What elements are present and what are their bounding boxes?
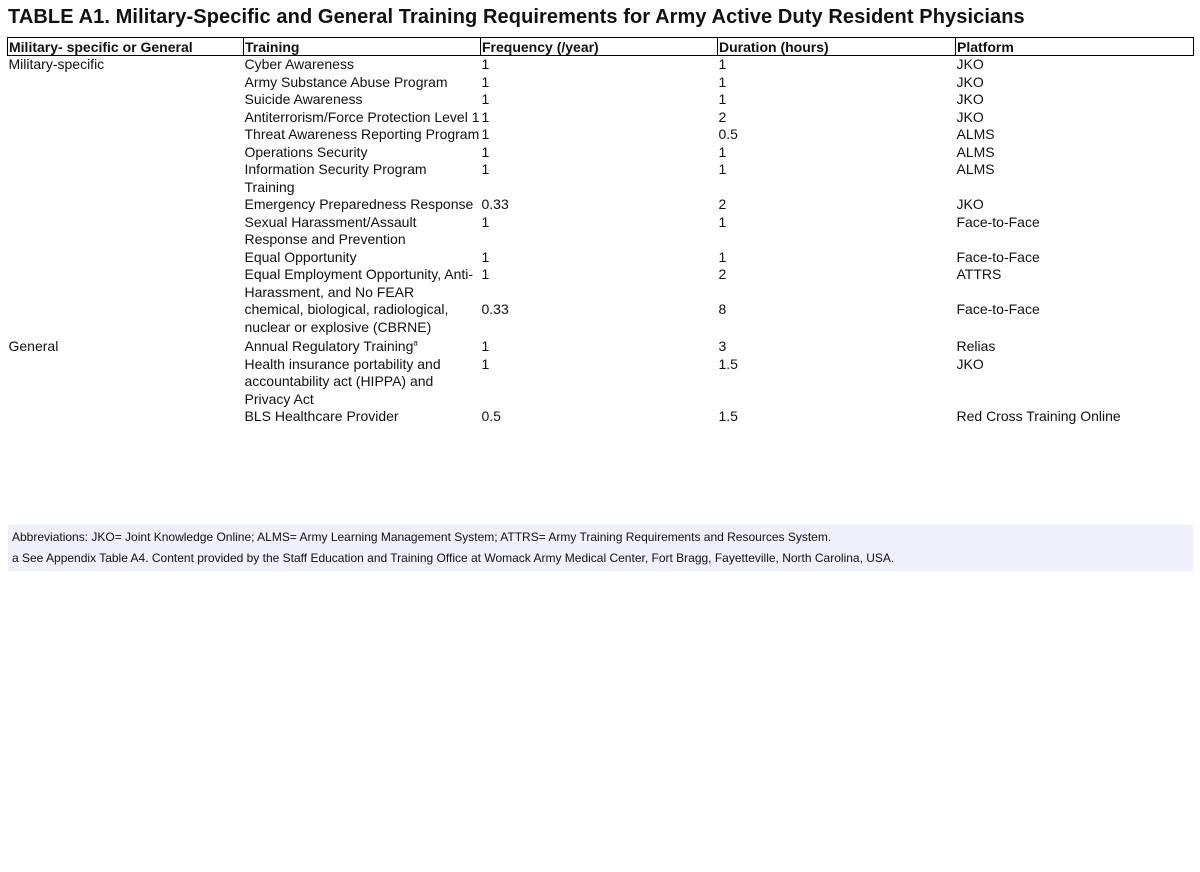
table-row xyxy=(8,144,1194,162)
platform-cell: Face-to-Face xyxy=(956,213,1040,230)
frequency-cell: 1 xyxy=(481,126,490,142)
category-cell xyxy=(8,408,244,426)
training-cell: Emergency Preparedness Response xyxy=(244,196,474,212)
table-row xyxy=(8,301,1194,336)
training-requirements-table xyxy=(7,37,1194,426)
category-cell xyxy=(8,91,244,109)
duration-cell: 1 xyxy=(718,248,727,265)
training-text: Annual Regulatory Training xyxy=(244,338,414,354)
platform-cell: JKO xyxy=(956,355,984,372)
duration-cell: 2 xyxy=(718,108,727,125)
duration-cell: 1 xyxy=(718,143,727,160)
category-cell xyxy=(8,161,244,196)
frequency-cell: 1 xyxy=(481,213,490,230)
category-cell xyxy=(8,144,244,162)
category-cell xyxy=(8,126,244,144)
training-cell: Army Substance Abuse Program xyxy=(244,73,448,90)
category-cell xyxy=(8,109,244,127)
training-cell: Threat Awareness Reporting Program xyxy=(244,126,480,142)
frequency-cell: 1 xyxy=(481,248,490,265)
duration-cell: 1 xyxy=(718,91,727,107)
platform-cell: Red Cross Training Online xyxy=(956,408,1121,424)
category-cell xyxy=(8,214,244,249)
duration-cell: 2 xyxy=(718,266,727,282)
table-row xyxy=(8,161,1194,196)
duration-cell: 1.5 xyxy=(718,355,738,372)
table-footnotes xyxy=(8,525,1193,571)
training-cell: BLS Healthcare Provider xyxy=(244,408,399,424)
table-title: TABLE A1. Military-Specific and General Training Requirements for Army Active Duty Resident Physicians xyxy=(8,6,1025,28)
training-cell: Antiterrorism/Force Protection Level 1 xyxy=(244,108,480,125)
table-row xyxy=(8,56,1194,74)
frequency-cell: 1 xyxy=(481,355,490,372)
column-header-platform: Platform xyxy=(956,38,1194,56)
training-cell: Health insurance portability and accountability act (HIPPA) and Privacy Act xyxy=(244,355,441,407)
table-header-row xyxy=(8,38,1194,56)
abbreviations-note: Abbreviations: JKO= Joint Knowledge Online; ALMS= Army Learning Management System; ATTRS= Army Training Requirements and Resources System. xyxy=(12,530,832,544)
category-cell xyxy=(8,74,244,92)
platform-cell: Face-to-Face xyxy=(956,301,1040,317)
category-cell xyxy=(8,196,244,214)
training-cell: Sexual Harassment/Assault Response and Prevention xyxy=(244,213,417,247)
platform-cell: ALMS xyxy=(956,161,995,177)
table-row xyxy=(8,408,1194,426)
frequency-cell: 1 xyxy=(481,91,490,107)
frequency-cell: 1 xyxy=(481,266,490,282)
category-cell xyxy=(8,249,244,267)
training-cell: Cyber Awareness xyxy=(244,56,354,72)
frequency-cell: 0.33 xyxy=(481,301,509,317)
table-row xyxy=(8,214,1194,249)
table-row xyxy=(8,196,1194,214)
platform-cell: JKO xyxy=(956,108,984,125)
platform-cell: Relias xyxy=(956,338,996,354)
training-cell: Operations Security xyxy=(244,143,368,160)
platform-cell: Face-to-Face xyxy=(956,248,1040,265)
table-row xyxy=(8,126,1194,144)
column-header-training: Training xyxy=(244,38,481,56)
column-header-duration: Duration (hours) xyxy=(718,38,956,56)
platform-cell: JKO xyxy=(956,73,984,90)
duration-cell: 0.5 xyxy=(718,126,738,142)
category-cell: Military-specific xyxy=(8,56,105,72)
training-cell xyxy=(244,336,481,356)
table-row xyxy=(8,74,1194,92)
table-row xyxy=(8,91,1194,109)
column-header-category: Military- specific or General xyxy=(8,38,244,56)
training-cell: Equal Employment Opportunity, Anti-Harassment, and No FEAR xyxy=(244,266,474,300)
training-cell: Information Security Program Training xyxy=(244,161,427,195)
frequency-cell: 1 xyxy=(481,338,490,354)
frequency-cell: 1 xyxy=(481,161,490,177)
table-row xyxy=(8,249,1194,267)
training-cell: Equal Opportunity xyxy=(244,248,357,265)
platform-cell: JKO xyxy=(956,196,984,212)
platform-cell: ALMS xyxy=(956,126,995,142)
footnote-marker: a xyxy=(413,338,418,348)
table-row xyxy=(8,336,1194,356)
platform-cell: JKO xyxy=(956,91,984,107)
duration-cell: 3 xyxy=(718,338,727,354)
frequency-cell: 1 xyxy=(481,143,490,160)
column-header-frequency: Frequency (/year) xyxy=(481,38,718,56)
duration-cell: 8 xyxy=(718,301,727,317)
duration-cell: 1 xyxy=(718,73,727,90)
training-cell: Suicide Awareness xyxy=(244,91,363,107)
category-cell xyxy=(8,301,244,336)
frequency-cell: 1 xyxy=(481,73,490,90)
training-cell: chemical, biological, radiological, nuclear or explosive (CBRNE) xyxy=(244,301,449,335)
platform-cell: ATTRS xyxy=(956,266,1002,282)
table-row xyxy=(8,109,1194,127)
duration-cell: 1 xyxy=(718,56,727,72)
duration-cell: 1.5 xyxy=(718,408,738,424)
duration-cell: 1 xyxy=(718,161,727,177)
platform-cell: JKO xyxy=(956,56,984,72)
frequency-cell: 0.33 xyxy=(481,196,509,212)
category-cell xyxy=(8,266,244,301)
category-cell xyxy=(8,356,244,409)
platform-cell: ALMS xyxy=(956,143,995,160)
duration-cell: 2 xyxy=(718,196,727,212)
category-cell: General xyxy=(8,338,59,354)
frequency-cell: 0.5 xyxy=(481,408,501,424)
duration-cell: 1 xyxy=(718,213,727,230)
table-row xyxy=(8,266,1194,301)
footnote-a: a See Appendix Table A4. Content provided by the Staff Education and Training Office at Womack Army Medical Center, Fort Bragg, Fayetteville, North Carolina, USA. xyxy=(12,551,895,565)
frequency-cell: 1 xyxy=(481,56,490,72)
table-row xyxy=(8,356,1194,409)
frequency-cell: 1 xyxy=(481,108,490,125)
